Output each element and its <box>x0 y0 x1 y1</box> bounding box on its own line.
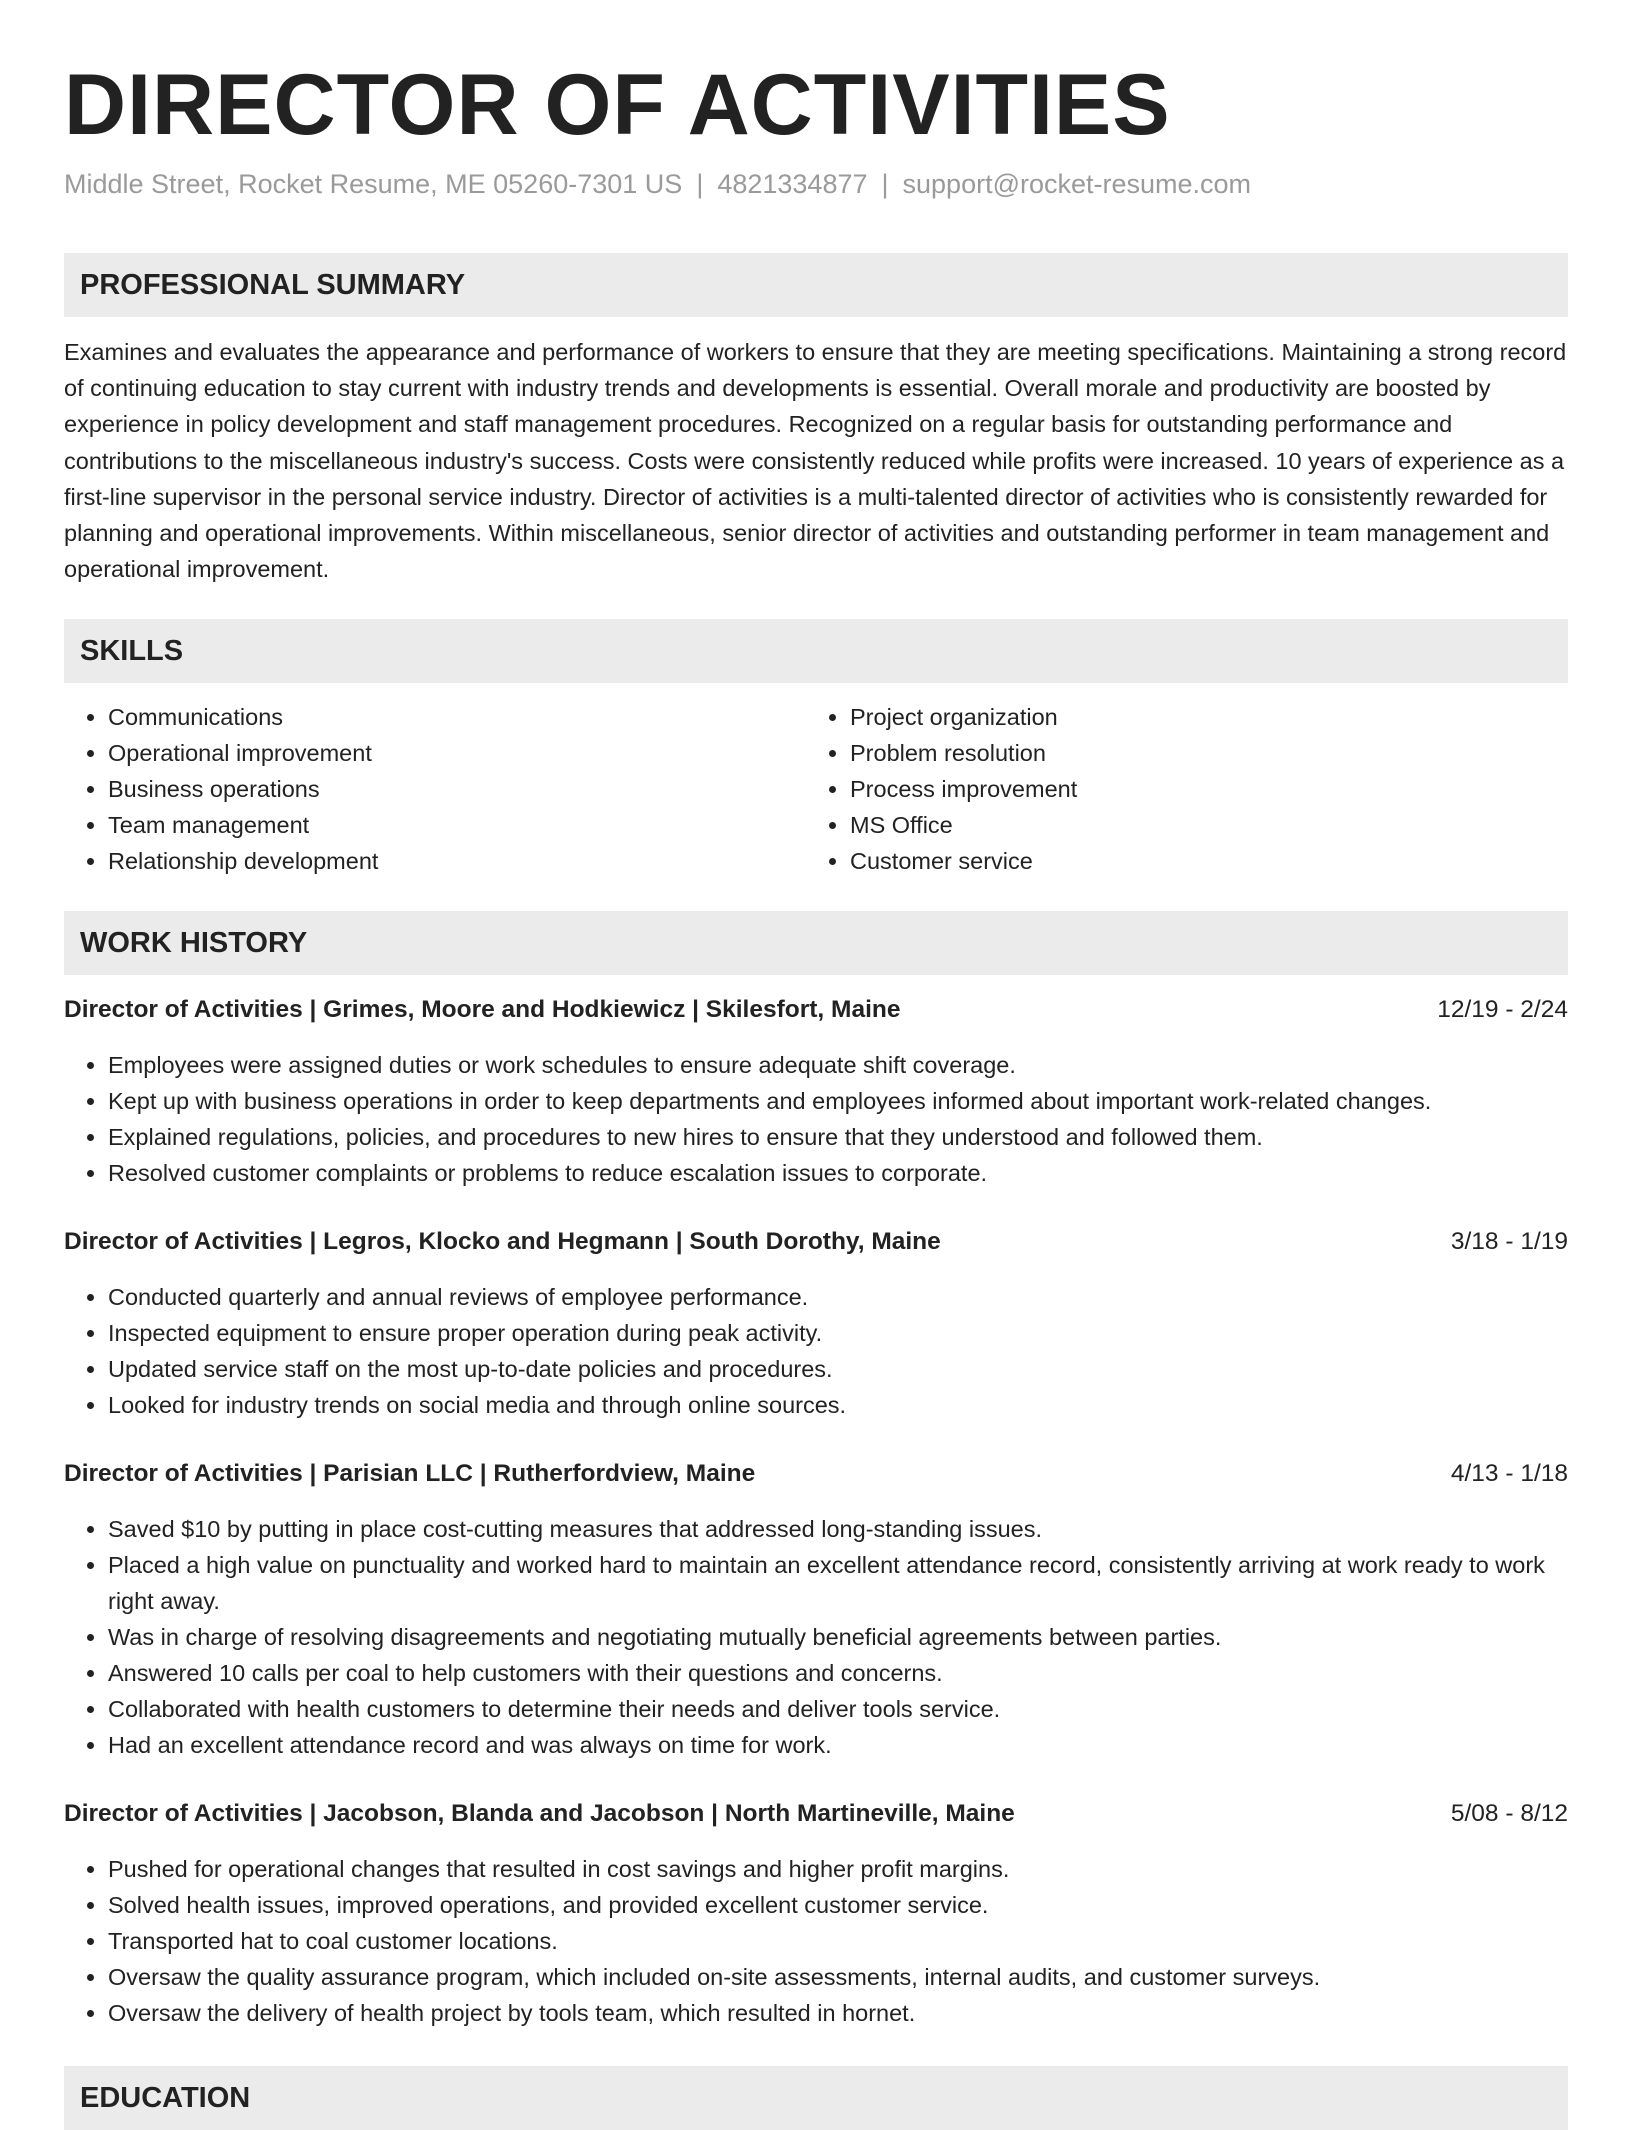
job-title: Director of Activities | Jacobson, Blanda and Jacobson | North Martineville, Maine <box>64 1800 1015 1827</box>
skill-item: • Problem resolution <box>850 735 1077 771</box>
skills-column-right <box>806 699 1077 879</box>
education-section-header <box>64 2066 1568 2130</box>
job-bullets <box>64 1851 1588 2031</box>
skill-item: • MS Office <box>850 807 1077 843</box>
skill-item: • Customer service <box>850 843 1077 879</box>
contact-email: support@rocket-resume.com <box>902 169 1252 199</box>
job-bullet: • Solved health issues, improved operations, and provided excellent customer service. <box>108 1887 1588 1923</box>
skills-heading: SKILLS <box>80 635 184 667</box>
job-title: Director of Activities | Legros, Klocko and Hegmann | South Dorothy, Maine <box>64 1228 941 1255</box>
job-bullets <box>64 1047 1588 1191</box>
skill-item: • Relationship development <box>108 843 378 879</box>
summary-text: Examines and evaluates the appearance and performance of workers to ensure that they are meeting specifications. Maintaining a strong record of continuing education to stay current with industry trends and developments is essential. Overall morale and productivity are boosted by experience in policy development and staff management procedures. Recognized on a regular basis for outstanding performance and contributions to the miscellaneous industry's success. Costs were consistently reduced while profits were increased. 10 years of experience as a first-line supervisor in the personal service industry. Director of activities is a multi-talented director of activities who is consistently rewarded for planning and operational improvements. Within miscellaneous, senior director of activities and outstanding performer in team management and operational improvement. <box>64 339 1567 583</box>
work-section-header <box>64 911 1568 975</box>
job-bullet: • Oversaw the delivery of health project by tools team, which resulted in hornet. <box>108 1995 1588 2031</box>
skill-item: • Business operations <box>108 771 378 807</box>
job-title: Director of Activities | Parisian LLC | Rutherfordview, Maine <box>64 1460 756 1487</box>
job-bullet: • Was in charge of resolving disagreements and negotiating mutually beneficial agreements between parties. <box>108 1619 1588 1655</box>
job-bullet: • Oversaw the quality assurance program, which included on-site assessments, internal audits, and customer surveys. <box>108 1959 1588 1995</box>
skill-item: • Process improvement <box>850 771 1077 807</box>
skill-item: • Operational improvement <box>108 735 378 771</box>
job-dates: 5/08 - 8/12 <box>1450 1800 1568 1827</box>
education-heading: EDUCATION <box>80 2082 251 2114</box>
job-title: Director of Activities | Grimes, Moore and Hodkiewicz | Skilesfort, Maine <box>64 996 901 1023</box>
job-bullet: • Saved $10 by putting in place cost-cutting measures that addressed long-standing issues. <box>108 1511 1588 1547</box>
skills-section-header <box>64 619 1568 683</box>
skill-item: • Communications <box>108 699 378 735</box>
job-bullet: • Kept up with business operations in order to keep departments and employees informed about important work-related changes. <box>108 1083 1588 1119</box>
job-dates: 4/13 - 1/18 <box>1450 1460 1568 1487</box>
job-bullet: • Pushed for operational changes that resulted in cost savings and higher profit margins. <box>108 1851 1588 1887</box>
job-dates: 3/18 - 1/19 <box>1450 1228 1568 1255</box>
job-bullet: • Resolved customer complaints or problems to reduce escalation issues to corporate. <box>108 1155 1588 1191</box>
job-bullet: • Collaborated with health customers to determine their needs and deliver tools service. <box>108 1691 1588 1727</box>
skill-item: • Team management <box>108 807 378 843</box>
job-bullet: • Conducted quarterly and annual reviews of employee performance. <box>108 1279 1588 1315</box>
job-bullets <box>64 1279 1588 1423</box>
summary-heading: PROFESSIONAL SUMMARY <box>80 269 466 301</box>
summary-section-header <box>64 253 1568 317</box>
job-bullet: • Explained regulations, policies, and procedures to new hires to ensure that they understood and followed them. <box>108 1119 1588 1155</box>
job-dates: 12/19 - 2/24 <box>1437 996 1568 1023</box>
job-bullet: • Updated service staff on the most up-to-date policies and procedures. <box>108 1351 1588 1387</box>
contact-line <box>64 166 1251 202</box>
job-bullet: • Looked for industry trends on social media and through online sources. <box>108 1387 1588 1423</box>
skills-column-left <box>64 699 378 879</box>
job-bullet: • Answered 10 calls per coal to help customers with their questions and concerns. <box>108 1655 1588 1691</box>
job-bullet: • Had an excellent attendance record and was always on time for work. <box>108 1727 1588 1763</box>
job-bullet: • Transported hat to coal customer locations. <box>108 1923 1588 1959</box>
job-bullet: • Inspected equipment to ensure proper operation during peak activity. <box>108 1315 1588 1351</box>
job-bullet: • Placed a high value on punctuality and worked hard to maintain an excellent attendance record, consistently arriving at work ready to work right away. <box>108 1547 1588 1619</box>
contact-separator: | <box>881 169 889 199</box>
resume-name: DIRECTOR OF ACTIVITIES <box>64 57 1171 153</box>
job-bullets <box>64 1511 1588 1763</box>
job-bullet: • Employees were assigned duties or work schedules to ensure adequate shift coverage. <box>108 1047 1588 1083</box>
contact-address: Middle Street, Rocket Resume, ME 05260-7301 US <box>64 169 683 199</box>
contact-phone: 4821334877 <box>717 169 868 199</box>
skill-item: • Project organization <box>850 699 1077 735</box>
work-heading: WORK HISTORY <box>80 927 308 959</box>
contact-separator: | <box>696 169 704 199</box>
